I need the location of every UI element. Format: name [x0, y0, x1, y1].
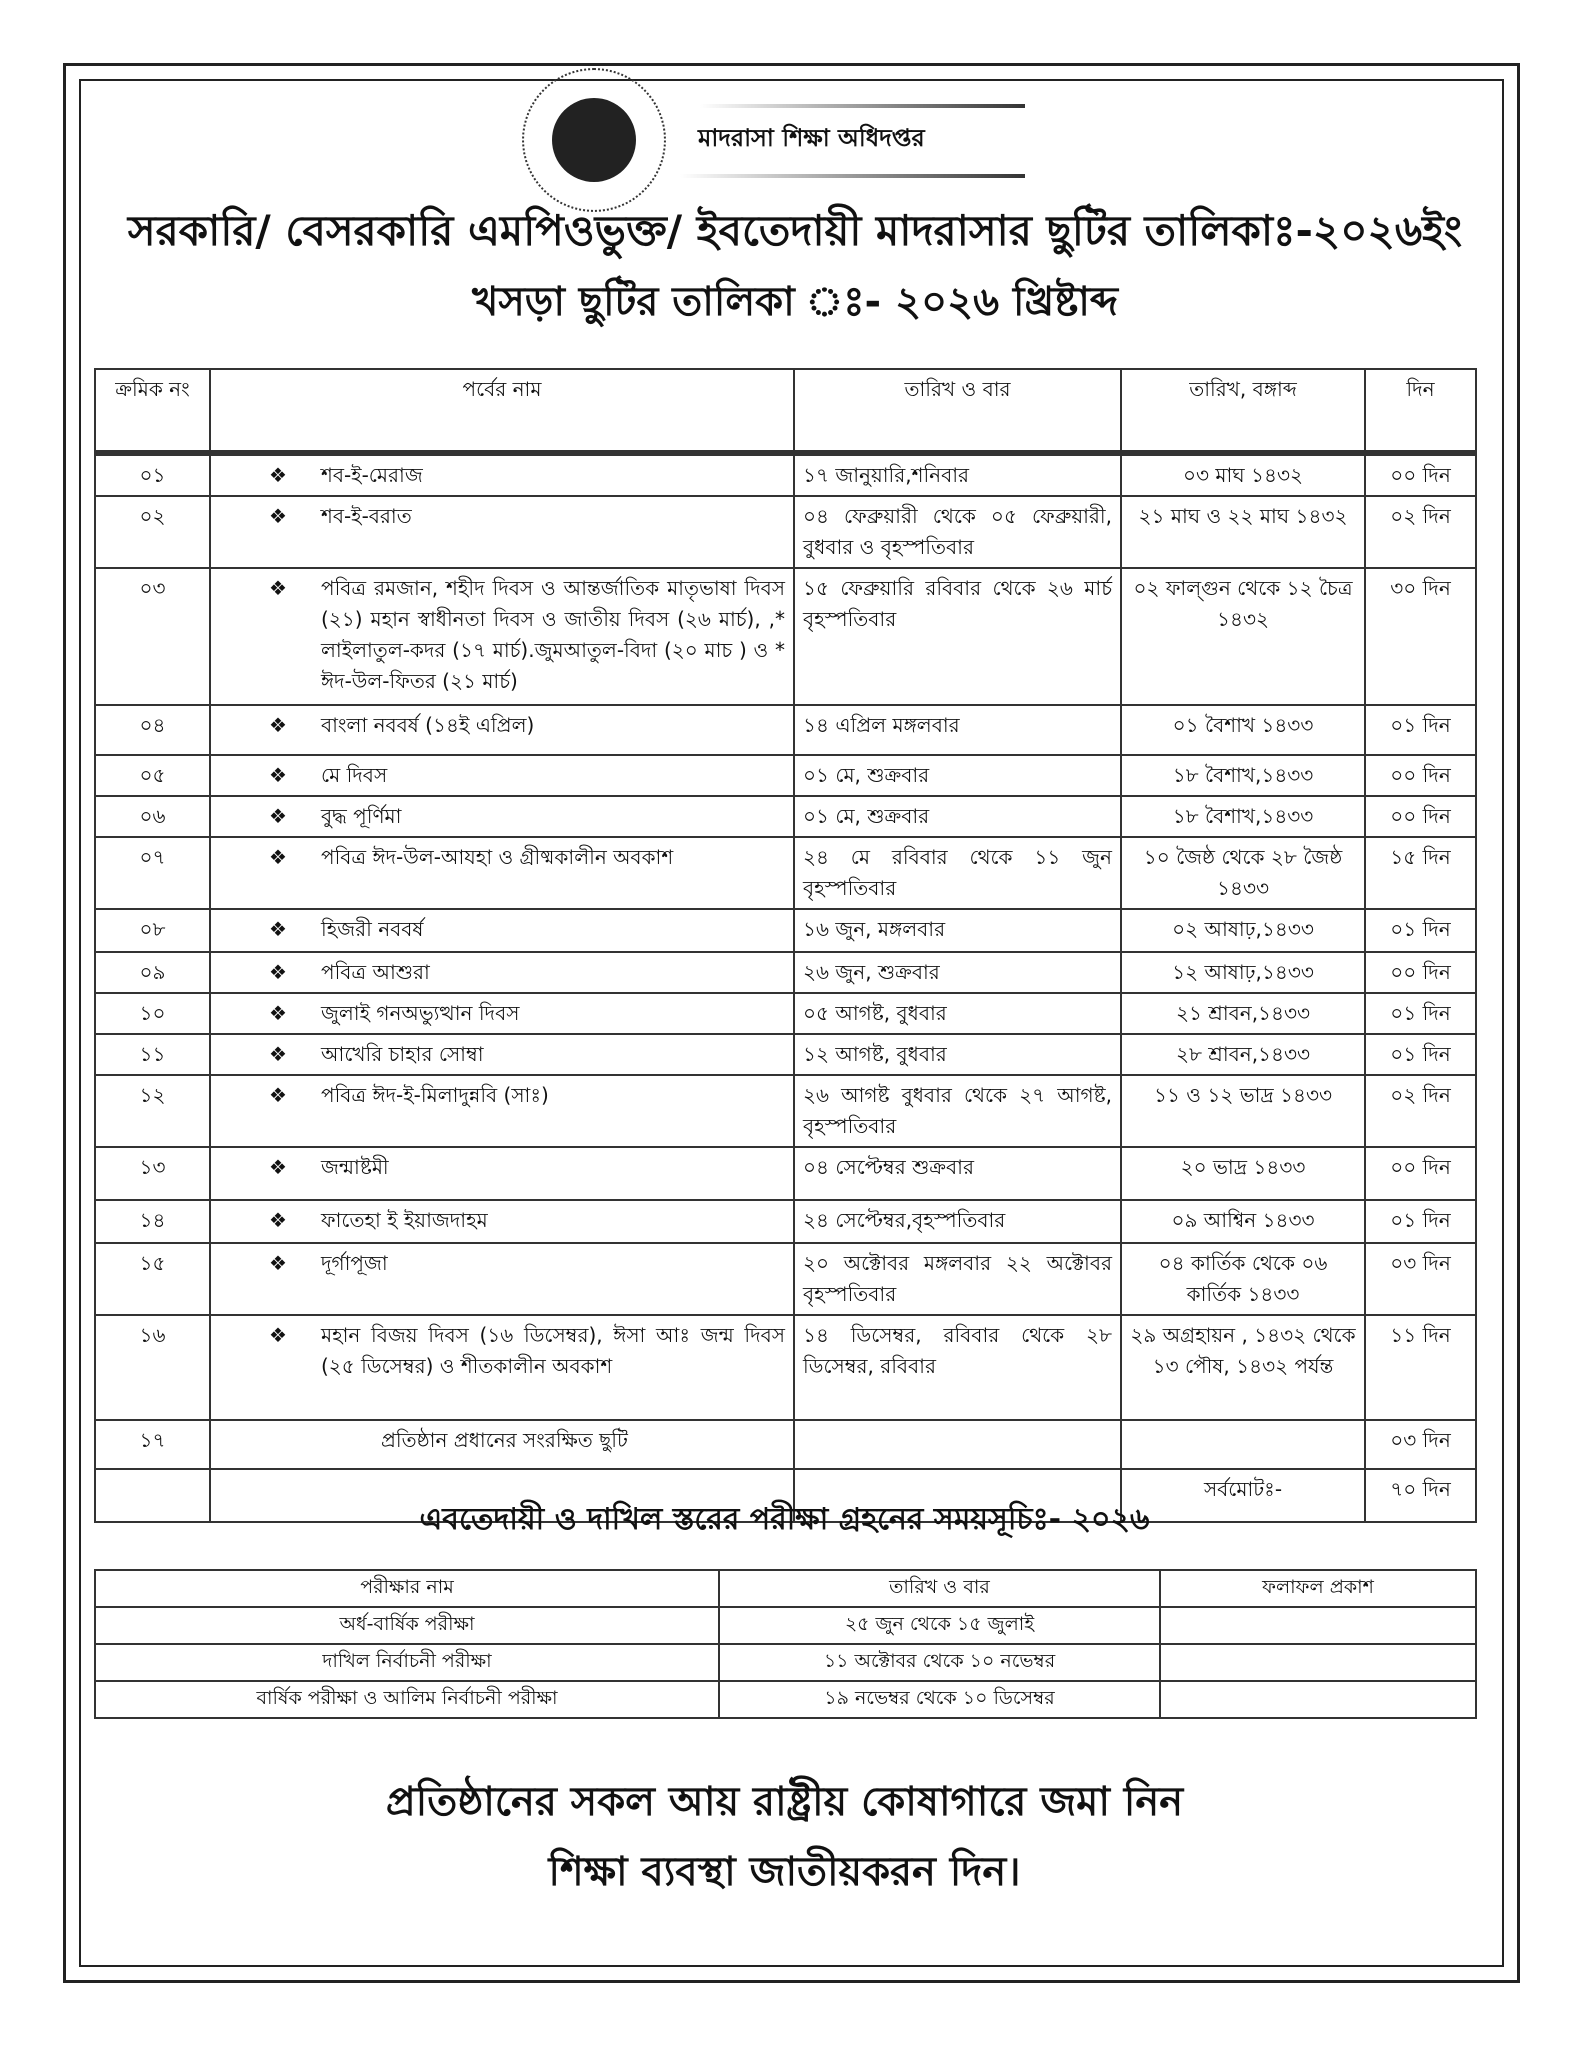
page-title: সরকারি/ বেসরকারি এমপিওভুক্ত/ ইবতেদায়ী মাদরাসার ছুটির তালিকাঃ-২০২৬ইং: [127, 206, 1463, 255]
bangla-date-cell: ১৮ বৈশাখ,১৪৩৩: [1121, 755, 1365, 796]
festival-name: জন্মাষ্টমী: [321, 1155, 389, 1179]
header-rule-top: [700, 104, 1025, 108]
festival-name-cell: [210, 453, 794, 496]
bullet-icon: ❖: [269, 1208, 287, 1232]
date-cell: ১৪ ডিসেম্বর, রবিবার থেকে ২৮ ডিসেম্বর, রবিবার: [794, 1315, 1121, 1420]
exam-name: অর্ধ-বার্ষিক পরীক্ষা: [95, 1607, 719, 1644]
holiday-row: [95, 496, 1476, 568]
bullet-icon: ❖: [269, 713, 287, 737]
serial-cell: ১৩: [95, 1147, 210, 1200]
col-date: তারিখ ও বার: [794, 369, 1121, 453]
date-cell: ০৫ আগষ্ট, বুধবার: [794, 993, 1121, 1034]
serial-cell: ০৫: [95, 755, 210, 796]
date-cell: ০৪ সেপ্টেম্বর শুক্রবার: [794, 1147, 1121, 1200]
festival-name: পবিত্র আশুরা: [321, 960, 430, 984]
festival-name: মহান বিজয় দিবস (১৬ ডিসেম্বর), ঈসা আঃ জন্ম দিবস (২৫ ডিসেম্বর) ও শীতকালীন অবকাশ: [321, 1323, 785, 1378]
date-cell: ২৪ সেপ্টেম্বর,বৃহস্পতিবার: [794, 1200, 1121, 1243]
date-cell: ১৬ জুন, মঙ্গলবার: [794, 909, 1121, 952]
serial-cell: ০৩: [95, 568, 210, 705]
days-cell: ০২ দিন: [1365, 496, 1476, 568]
holiday-row: [95, 1420, 1476, 1469]
holiday-row: [95, 1034, 1476, 1075]
exam-result: [1160, 1644, 1476, 1681]
bullet-icon: ❖: [269, 960, 287, 984]
footer-slogan-1: প্রতিষ্ঠানের সকল আয় রাষ্ট্রীয় কোষাগারে জমা নিন: [385, 1779, 1184, 1825]
holiday-row: [95, 993, 1476, 1034]
date-cell: ১৭ জানুয়ারি,শনিবার: [794, 453, 1121, 496]
col-bangla-date: তারিখ, বঙ্গাব্দ: [1121, 369, 1365, 453]
bullet-icon: ❖: [269, 576, 287, 600]
holiday-row: [95, 568, 1476, 705]
holiday-row: [95, 1243, 1476, 1315]
date-cell: ২৪ মে রবিবার থেকে ১১ জুন বৃহস্পতিবার: [794, 837, 1121, 909]
bullet-icon: ❖: [269, 1155, 287, 1179]
bangladesh-map-emblem: [552, 98, 636, 182]
bangla-date-cell: ০১ বৈশাখ ১৪৩৩: [1121, 705, 1365, 755]
festival-name-cell: [210, 909, 794, 952]
festival-name: পবিত্র ঈদ-উল-আযহা ও গ্রীষ্মকালীন অবকাশ: [321, 845, 674, 869]
bangla-date-cell: ১৮ বৈশাখ,১৪৩৩: [1121, 796, 1365, 837]
date-cell: ১৫ ফেব্রুয়ারি রবিবার থেকে ২৬ মার্চ বৃহস্পতিবার: [794, 568, 1121, 705]
col-exam-date: তারিখ ও বার: [719, 1570, 1160, 1607]
festival-name-cell: [210, 755, 794, 796]
bangla-date-cell: ১২ আষাঢ়,১৪৩৩: [1121, 952, 1365, 993]
festival-name: পবিত্র রমজান, শহীদ দিবস ও আন্তর্জাতিক মাতৃভাষা দিবস (২১) মহান স্বাধীনতা দিবস ও জাতীয় দিবস (২৬ মার্চ), ,* লাইলাতুল-কদর (১৭ মার্চ).জুমআতুল-বিদা (২০ মাচ ) ও * ঈদ-উল-ফিতর (২১ মার্চ): [321, 576, 785, 693]
date-cell: [794, 1420, 1121, 1469]
serial-cell: ০৮: [95, 909, 210, 952]
festival-name-cell: [210, 1147, 794, 1200]
bangla-date-cell: ০২ ফাল্গুন থেকে ১২ চৈত্র ১৪৩২: [1121, 568, 1365, 705]
date-cell: ০৪ ফেব্রুয়ারী থেকে ০৫ ফেব্রুয়ারী, বুধবার ও বৃহস্পতিবার: [794, 496, 1121, 568]
festival-name-cell: [210, 993, 794, 1034]
exam-row: [95, 1607, 1476, 1644]
serial-cell: ১২: [95, 1075, 210, 1147]
date-cell: ০১ মে, শুক্রবার: [794, 755, 1121, 796]
holiday-row: [95, 796, 1476, 837]
holiday-row: [95, 705, 1476, 755]
bangla-date-cell: ২৯ অগ্রহায়ন , ১৪৩২ থেকে ১৩ পৌষ, ১৪৩২ পর্যন্ত: [1121, 1315, 1365, 1420]
date-cell: ২০ অক্টোবর মঙ্গলবার ২২ অক্টোবর বৃহস্পতিবার: [794, 1243, 1121, 1315]
serial-cell: ১৭: [95, 1420, 210, 1469]
bullet-icon: ❖: [269, 1323, 287, 1347]
exam-date: ১১ অক্টোবর থেকে ১০ নভেম্বর: [719, 1644, 1160, 1681]
bangla-date-cell: ২০ ভাদ্র ১৪৩৩: [1121, 1147, 1365, 1200]
holiday-row: [95, 837, 1476, 909]
exam-date: ২৫ জুন থেকে ১৫ জুলাই: [719, 1607, 1160, 1644]
serial-cell: ০৭: [95, 837, 210, 909]
festival-name: শব-ই-মেরাজ: [321, 463, 423, 487]
serial-cell: ০২: [95, 496, 210, 568]
festival-name-cell: [210, 1315, 794, 1420]
exam-table: [94, 1569, 1477, 1719]
days-cell: ০৩ দিন: [1365, 1243, 1476, 1315]
festival-name: মে দিবস: [321, 763, 388, 787]
days-cell: ০০ দিন: [1365, 1147, 1476, 1200]
exam-table-header: [95, 1570, 1476, 1607]
header-rule-bottom: [680, 174, 1025, 178]
festival-name-cell: [210, 1075, 794, 1147]
festival-name-cell: [210, 837, 794, 909]
bangla-date-cell: ১১ ও ১২ ভাদ্র ১৪৩৩: [1121, 1075, 1365, 1147]
bullet-icon: ❖: [269, 463, 287, 487]
festival-name: ফাতেহা ই ইয়াজদাহম: [321, 1208, 488, 1232]
holiday-row: [95, 952, 1476, 993]
festival-name-cell: [210, 1420, 794, 1469]
bullet-icon: ❖: [269, 845, 287, 869]
festival-name-cell: [210, 952, 794, 993]
days-cell: ০১ দিন: [1365, 993, 1476, 1034]
exam-schedule-title: এবতেদায়ী ও দাখিল স্তরের পরীক্ষা গ্রহনের সময়সূচিঃ- ২০২৬: [419, 1502, 1150, 1537]
holiday-table: [94, 368, 1477, 1523]
total-label: সর্বমোটঃ-: [1121, 1469, 1365, 1522]
bullet-icon: ❖: [269, 804, 287, 828]
holiday-table-header: [95, 369, 1476, 453]
bangla-date-cell: ১০ জৈষ্ঠ থেকে ২৮ জৈষ্ঠ ১৪৩৩: [1121, 837, 1365, 909]
festival-name: হিজরী নববর্ষ: [321, 917, 424, 941]
bullet-icon: ❖: [269, 504, 287, 528]
bullet-icon: ❖: [269, 1083, 287, 1107]
festival-name: প্রতিষ্ঠান প্রধানের সংরক্ষিত ছুটি: [381, 1428, 628, 1452]
holiday-row: [95, 1200, 1476, 1243]
days-cell: ০০ দিন: [1365, 755, 1476, 796]
holiday-row: [95, 453, 1476, 496]
bangla-date-cell: [1121, 1420, 1365, 1469]
holiday-row: [95, 1075, 1476, 1147]
festival-name-cell: [210, 1243, 794, 1315]
days-cell: ০২ দিন: [1365, 1075, 1476, 1147]
festival-name: শব-ই-বরাত: [321, 504, 412, 528]
date-cell: ২৬ জুন, শুক্রবার: [794, 952, 1121, 993]
bangla-date-cell: ২১ মাঘ ও ২২ মাঘ ১৪৩২: [1121, 496, 1365, 568]
department-name: মাদরাসা শিক্ষা অধিদপ্তর: [698, 124, 925, 152]
bangla-date-cell: ২১ শ্রাবন,১৪৩৩: [1121, 993, 1365, 1034]
bullet-icon: ❖: [269, 1001, 287, 1025]
festival-name: দূর্গাপূজা: [321, 1251, 388, 1275]
serial-cell: ১১: [95, 1034, 210, 1075]
col-name: পর্বের নাম: [210, 369, 794, 453]
exam-result: [1160, 1607, 1476, 1644]
days-cell: ০১ দিন: [1365, 1200, 1476, 1243]
serial-cell: ০৬: [95, 796, 210, 837]
exam-name: বার্ষিক পরীক্ষা ও আলিম নির্বাচনী পরীক্ষা: [95, 1681, 719, 1718]
festival-name-cell: [210, 496, 794, 568]
exam-row: [95, 1644, 1476, 1681]
bangla-date-cell: ০২ আষাঢ়,১৪৩৩: [1121, 909, 1365, 952]
bangla-date-cell: ২৮ শ্রাবন,১৪৩৩: [1121, 1034, 1365, 1075]
festival-name: বাংলা নববর্ষ (১৪ই এপ্রিল): [321, 713, 535, 737]
days-cell: ০৩ দিন: [1365, 1420, 1476, 1469]
date-cell: ১২ আগষ্ট, বুধবার: [794, 1034, 1121, 1075]
serial-cell: ০৯: [95, 952, 210, 993]
festival-name-cell: [210, 1200, 794, 1243]
holiday-row: [95, 755, 1476, 796]
days-cell: ০১ দিন: [1365, 705, 1476, 755]
serial-cell: ১৪: [95, 1200, 210, 1243]
footer-slogan-2: শিক্ষা ব্যবস্থা জাতীয়করন দিন।: [548, 1849, 1021, 1895]
col-exam-name: পরীক্ষার নাম: [95, 1570, 719, 1607]
bangla-date-cell: ০৯ আশ্বিন ১৪৩৩: [1121, 1200, 1365, 1243]
bullet-icon: ❖: [269, 763, 287, 787]
total-days: ৭০ দিন: [1365, 1469, 1476, 1522]
festival-name-cell: [210, 796, 794, 837]
serial-cell: ০৪: [95, 705, 210, 755]
bangla-date-cell: ০৪ কার্তিক থেকে ০৬ কার্তিক ১৪৩৩: [1121, 1243, 1365, 1315]
bullet-icon: ❖: [269, 917, 287, 941]
days-cell: ৩০ দিন: [1365, 568, 1476, 705]
festival-name: জুলাই গনঅভ্যুত্থান দিবস: [321, 1001, 520, 1025]
serial-cell: ১৬: [95, 1315, 210, 1420]
serial-cell: ১৫: [95, 1243, 210, 1315]
days-cell: ১৫ দিন: [1365, 837, 1476, 909]
festival-name-cell: [210, 568, 794, 705]
festival-name: পবিত্র ঈদ-ই-মিলাদুন্নবি (সাঃ): [321, 1083, 549, 1107]
serial-cell: ০১: [95, 453, 210, 496]
days-cell: ০০ দিন: [1365, 952, 1476, 993]
page-subtitle: খসড়া ছুটির তালিকা ঃ- ২০২৬ খ্রিষ্টাব্দ: [472, 279, 1118, 325]
col-result: ফলাফল প্রকাশ: [1160, 1570, 1476, 1607]
date-cell: ০১ মে, শুক্রবার: [794, 796, 1121, 837]
exam-date: ১৯ নভেম্বর থেকে ১০ ডিসেম্বর: [719, 1681, 1160, 1718]
days-cell: ০০ দিন: [1365, 453, 1476, 496]
days-cell: ১১ দিন: [1365, 1315, 1476, 1420]
days-cell: ০১ দিন: [1365, 909, 1476, 952]
government-seal-logo: [522, 68, 666, 212]
date-cell: ২৬ আগষ্ট বুধবার থেকে ২৭ আগষ্ট, বৃহস্পতিবার: [794, 1075, 1121, 1147]
bangla-date-cell: ০৩ মাঘ ১৪৩২: [1121, 453, 1365, 496]
festival-name: আখেরি চাহার সোম্বা: [321, 1042, 484, 1066]
holiday-row: [95, 909, 1476, 952]
days-cell: ০০ দিন: [1365, 796, 1476, 837]
col-days: দিন: [1365, 369, 1476, 453]
col-serial: ক্রমিক নং: [95, 369, 210, 453]
exam-result: [1160, 1681, 1476, 1718]
holiday-row: [95, 1147, 1476, 1200]
bullet-icon: ❖: [269, 1251, 287, 1275]
festival-name: বুদ্ধ পূর্ণিমা: [321, 804, 402, 828]
exam-name: দাখিল নির্বাচনী পরীক্ষা: [95, 1644, 719, 1681]
days-cell: ০১ দিন: [1365, 1034, 1476, 1075]
holiday-row: [95, 1315, 1476, 1420]
festival-name-cell: [210, 1034, 794, 1075]
serial-cell: ১০: [95, 993, 210, 1034]
bullet-icon: ❖: [269, 1042, 287, 1066]
festival-name-cell: [210, 705, 794, 755]
exam-row: [95, 1681, 1476, 1718]
date-cell: ১৪ এপ্রিল মঙ্গলবার: [794, 705, 1121, 755]
